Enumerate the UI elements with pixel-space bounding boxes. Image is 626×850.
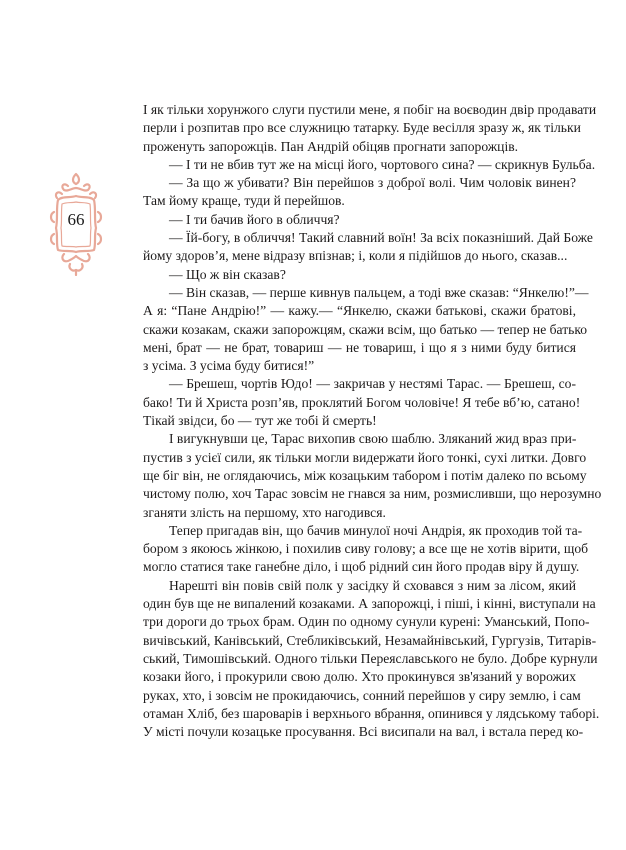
text-line: — І ти не вбив тут же на місці його, чортового сина? — скрикнув Бульба. [169, 156, 596, 172]
text-line: Тепер пригадав він, що бачив минулої ночі Андрія, як проходив той та- [169, 522, 583, 538]
text-line: могло статися таке ганебне діло, і щоб рідний син його продав віру й душу. [143, 559, 580, 575]
text-line: ський, Тимошівський. Одного тільки Переяславського не було. Добре курнули [143, 650, 598, 666]
page-number: 66 [67, 210, 85, 229]
text-line: один був ще не випалений козаками. А запорожці, і піші, і кінні, виступали на [143, 596, 596, 612]
text-line: з усіма. З усіма буду битися!” [143, 358, 315, 374]
text-line: — Що ж він сказав? [169, 266, 286, 282]
text-line: бако! Ти й Христа розп’яв, проклятий Богом чоловіче! Я тебе вб’ю, сатано! [143, 394, 581, 410]
text-line: три дороги до трьох брам. Один по одному сунули курені: Уманський, Попо- [143, 614, 590, 630]
text-line: йому здоров’я, мене відразу впізнав; і, коли я підійшов до нього, сказав... [143, 248, 568, 264]
text-line: мені, брат — не брат, товариш — не товариш, і що я з ними буду битися [143, 339, 576, 355]
text-line: А я: “Пане Андрію!” — кажу.— “Янкелю, скажи батькові, скажи братові, [143, 303, 576, 319]
text-line: Нарешті він повів свій полк у засідку й сховався з ним за лісом, який [169, 577, 576, 593]
text-line: — Брешеш, чортів Юдо! — закричав у нестямі Тарас. — Брешеш, со- [169, 376, 576, 392]
text-line: У місті почули козацьке просування. Всі висипали на вал, і встала перед ко- [143, 724, 584, 740]
body-text [143, 101, 602, 741]
text-line: проженуть запорожців. Пан Андрій обіцяв прогнати запорожців. [143, 138, 519, 154]
text-line: ще біг він, не оглядаючись, між козацьким табором і потім далеко по всьому [143, 467, 587, 483]
text-line: пустив з усієї сили, як тільки могли видержати його тонкі, сухі литки. Довго [143, 449, 587, 465]
text-line: — Їй-богу, в обличчя! Такий славний воїн! За всіх показніший. Дай Боже [169, 230, 593, 246]
text-line: — За що ж убивати? Він перейшов з доброї волі. Чим чоловік винен? [169, 175, 576, 191]
text-line: І як тільки хорунжого слуги пустили мене, я побіг на воєводин двір продавати [143, 102, 597, 117]
text-line: чистому полю, хоч Тарас зовсім не гнався за ним, розмисливши, що нерозумно [143, 486, 602, 502]
text-line: Тікай звідси, бо — тут же тобі й смерть! [143, 413, 377, 429]
text-line: вичівський, Канівський, Стебликівський, Незамайнівський, Гургузів, Титарів- [143, 632, 597, 648]
text-line: бором з якоюсь жінкою, і похилив сиву голову; а все ще не хотів вірити, щоб [143, 541, 589, 557]
text-line: скажи козакам, скажи запорожцям, скажи всім, що батько — тепер не батько [143, 321, 588, 337]
text-line: Там йому краще, туди й перейшов. [143, 193, 345, 209]
text-line: зганяти злість на першому, хто нагодився. [143, 504, 386, 520]
text-line: отаман Хліб, без шароварів і верхнього вбрання, опинився у лядському таборі. [143, 705, 600, 721]
text-line: перли і розпитав про все служницю татарку. Буде весілля зразу ж, як тільки [143, 120, 581, 136]
text-line: І вигукнувши це, Тарас вихопив свою шаблю. Зляканий жид враз при- [169, 431, 577, 447]
text-line: — Він сказав, — перше кивнув пальцем, а тоді вже сказав: “Янкелю!”— [169, 284, 589, 300]
text-line: руках, хто, і зовсім не прокидаючись, сонний перейшов у сиру землю, і сам [143, 687, 581, 703]
text-line: — І ти бачив його в обличчя? [169, 211, 340, 227]
text-line: козаки його, і прокурили свою долю. Хто прокинувся зв'язаний у ворожих [143, 669, 576, 685]
